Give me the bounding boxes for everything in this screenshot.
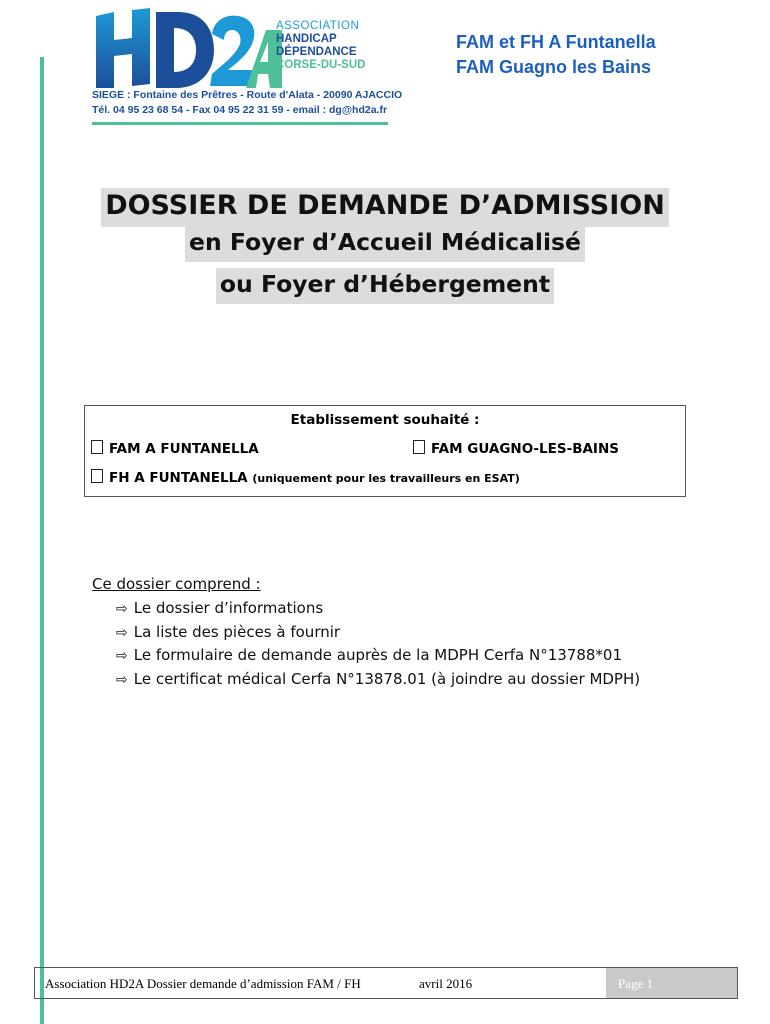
association-line-1: ASSOCIATION xyxy=(276,20,360,32)
option-fam-guagno[interactable] xyxy=(413,440,619,457)
list-item-text: Le formulaire de demande auprès de la MDPH Cerfa N°13788*01 xyxy=(133,646,622,664)
contact-line: Tél. 04 95 23 68 54 - Fax 04 95 22 31 59 - email : dg@hd2a.fr xyxy=(92,104,388,116)
sites-list xyxy=(456,30,656,80)
list-item-text: La liste des pièces à fournir xyxy=(133,622,341,641)
option-note: (uniquement pour les travailleurs en ESAT) xyxy=(252,472,520,485)
dossier-contents xyxy=(92,575,640,691)
establishment-selection-box xyxy=(84,405,686,497)
arrow-right-icon: ⇨ xyxy=(116,624,128,641)
document-title xyxy=(0,190,770,221)
head-office-address xyxy=(92,88,402,118)
association-line-4: CORSE-DU-SUD xyxy=(276,59,366,71)
siege-line: SIEGE : Fontaine des Prêtres - Route d'Alata - 20090 AJACCIO xyxy=(92,89,403,101)
page-footer xyxy=(34,967,738,999)
checkbox[interactable] xyxy=(91,440,103,454)
document-title-text: DOSSIER DE DEMANDE D’ADMISSION xyxy=(101,188,669,227)
hd2a-logo xyxy=(88,8,403,126)
document-subtitle-2 xyxy=(0,270,770,298)
arrow-right-icon: ⇨ xyxy=(116,601,128,617)
option-label: FH A FUNTANELLA xyxy=(109,470,248,486)
arrow-right-icon: ⇨ xyxy=(116,671,128,688)
establishment-title: Etablissement souhaité : xyxy=(290,412,480,428)
footer-text: Association HD2A Dossier demande d’admission FAM / FH xyxy=(45,976,361,991)
list-item xyxy=(116,644,640,668)
contents-title: Ce dossier comprend : xyxy=(92,575,261,593)
checkbox[interactable] xyxy=(91,469,103,483)
option-fh-funtanella[interactable] xyxy=(91,469,520,486)
association-line-3: DÉPENDANCE xyxy=(276,46,357,58)
option-label: FAM GUAGNO-LES-BAINS xyxy=(431,441,619,457)
document-subtitle-1 xyxy=(0,228,770,256)
association-name xyxy=(276,20,365,72)
arrow-right-icon: ⇨ xyxy=(116,648,128,664)
option-fam-funtanella[interactable] xyxy=(91,440,259,457)
checkbox[interactable] xyxy=(413,440,425,454)
site-2: FAM Guagno les Bains xyxy=(456,57,652,77)
site-1: FAM et FH A Funtanella xyxy=(456,32,656,52)
document-subtitle-2-text: ou Foyer d’Hébergement xyxy=(216,268,554,304)
list-item-text: Le dossier d’informations xyxy=(133,599,324,617)
list-item xyxy=(116,597,640,621)
list-item xyxy=(116,621,640,645)
document-subtitle-1-text: en Foyer d’Accueil Médicalisé xyxy=(185,226,585,262)
footer-date: avril 2016 xyxy=(419,976,473,991)
option-label: FAM A FUNTANELLA xyxy=(109,441,259,457)
logo-underline xyxy=(92,122,388,125)
list-item-text: Le certificat médical Cerfa N°13878.01 (à joindre au dossier MDPH) xyxy=(133,669,641,688)
hd2a-logo-icon xyxy=(92,8,282,90)
association-line-2: HANDICAP xyxy=(276,33,337,45)
list-item xyxy=(116,668,640,692)
page-number: Page 1 xyxy=(618,976,654,991)
page-number-box xyxy=(606,968,737,998)
